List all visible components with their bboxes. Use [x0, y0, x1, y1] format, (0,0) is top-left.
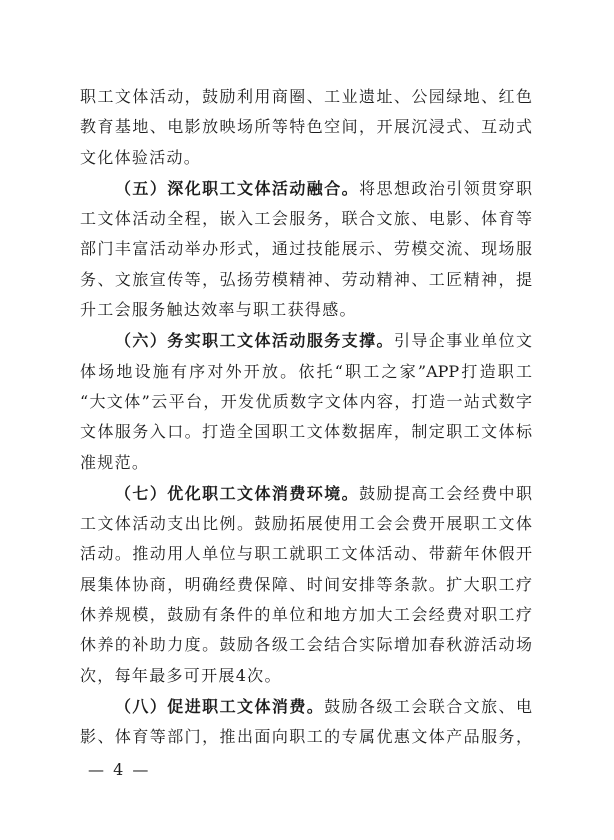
paragraph-section-8: [80, 692, 532, 753]
text-line: 活动。推动用人单位与职工就职工文体活动、带薪年休假开: [80, 544, 532, 564]
text-line: 教育基地、电影放映场所等特色空间，开展沉浸式、互动式: [80, 117, 532, 137]
text-span: 鼓励提高工会经费中职: [359, 483, 532, 503]
text-span: 将思想政治引领贯穿职: [359, 178, 532, 198]
section-heading: （五）深化职工文体活动融合。: [115, 178, 360, 198]
text-line: 工文体活动全程，嵌入工会服务，联合文旅、电影、体育等: [80, 209, 532, 229]
text-line: 展集体协商，明确经费保障、时间安排等条款。扩大职工疗: [80, 574, 532, 594]
text-line: 文化体验活动。: [80, 147, 202, 167]
text-line: 准规范。: [80, 452, 150, 472]
paragraph-section-6: [80, 326, 532, 477]
section-heading: （六）务实职工文体活动服务支撑。: [115, 331, 394, 351]
text-line: 影、体育等部门，推出面向职工的专属优惠文体产品服务，: [80, 727, 532, 747]
text-span: 引导企事业单位文: [393, 331, 532, 351]
text-span: 鼓励各级工会联合文旅、电: [324, 696, 532, 716]
paragraph-section-5: [80, 174, 532, 325]
text-line: 次，每年最多可开展4次。: [80, 665, 282, 685]
document-body: [80, 82, 532, 754]
text-line: 升工会服务触达效率与职工获得感。: [80, 300, 357, 320]
section-heading: （七）优化职工文体消费环境。: [115, 483, 360, 503]
paragraph-continuation: [80, 82, 532, 173]
text-line: 休养的补助力度。鼓励各级工会结合实际增加春秋游活动场: [80, 635, 532, 655]
text-line: [80, 479, 532, 509]
text-line: 体场地设施有序对外开放。依托“职工之家”APP打造职工: [80, 361, 532, 381]
section-heading: （八）促进职工文体消费。: [115, 696, 325, 716]
text-line: 工文体活动支出比例。鼓励拓展使用工会会费开展职工文体: [80, 514, 532, 534]
text-line: [80, 326, 532, 356]
text-line: [80, 692, 532, 722]
text-line: 部门丰富活动举办形式，通过技能展示、劳模交流、现场服: [80, 239, 532, 259]
paragraph-section-7: [80, 479, 532, 691]
text-line: “大文体”云平台，开发优质数字文体内容，打造一站式数字: [80, 391, 532, 411]
text-line: 文体服务入口。打造全国职工文体数据库，制定职工文体标: [80, 422, 532, 442]
text-line: 务、文旅宣传等，弘扬劳模精神、劳动精神、工匠精神，提: [80, 269, 532, 289]
text-line: [80, 174, 532, 204]
text-line: 职工文体活动，鼓励利用商圈、工业遗址、公园绿地、红色: [80, 87, 532, 106]
text-line: 休养规模，鼓励有条件的单位和地方加大工会经费对职工疗: [80, 605, 532, 625]
page-number: — 4 —: [88, 760, 151, 779]
